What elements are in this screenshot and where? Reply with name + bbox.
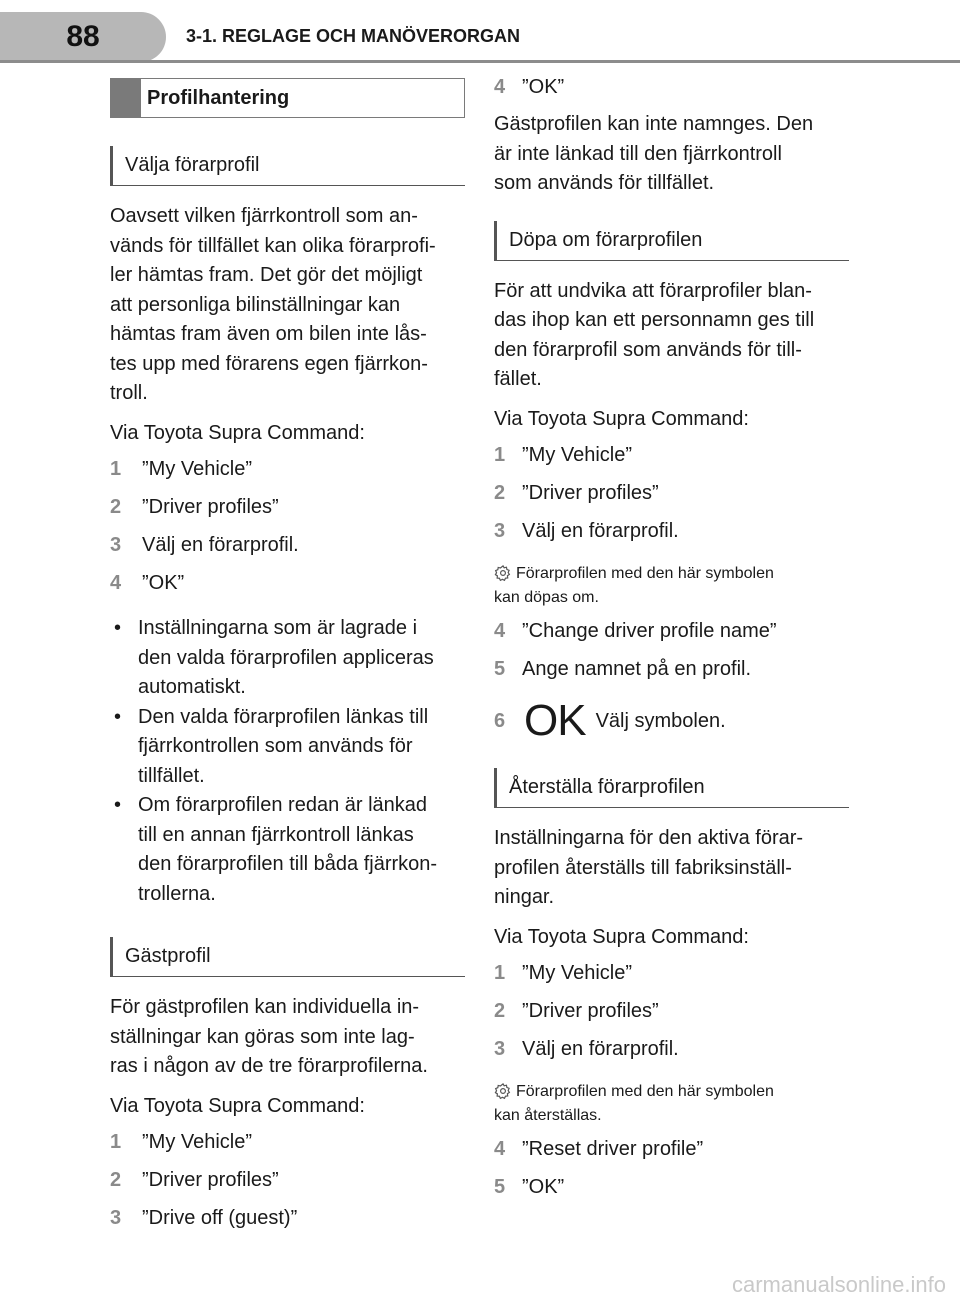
step-item — [494, 444, 849, 482]
step-number: 1 — [494, 962, 506, 984]
para-line: ningar. — [494, 886, 555, 908]
step-number: 5 — [494, 1176, 506, 1198]
step-number: 2 — [110, 1169, 122, 1191]
step-text: Välj en förarprofil. — [142, 534, 299, 556]
step-item — [494, 620, 849, 658]
step-item — [494, 1038, 849, 1076]
step-text: ”My Vehicle” — [142, 458, 253, 480]
bullet-line: trollerna. — [138, 882, 216, 905]
para-line: Gästprofilen kan inte namnges. Den — [494, 113, 814, 135]
step-text: ”Driver profiles” — [142, 496, 279, 518]
step-number: 3 — [110, 1207, 122, 1229]
bullet-line: tillfället. — [138, 764, 205, 787]
via-command-2: Via Toyota Supra Command: — [110, 1094, 365, 1117]
bullet-line: till en annan fjärrkontroll länkas — [138, 823, 414, 846]
right-column — [494, 78, 849, 1214]
bullet-item — [110, 791, 465, 909]
step-item — [110, 496, 465, 534]
step-text: ”Reset driver profile” — [522, 1138, 704, 1160]
step-text: Välj en förarprofil. — [522, 1038, 679, 1060]
rename-paragraph — [494, 277, 849, 395]
step-number: 5 — [494, 658, 506, 680]
subheading-rename-profile: Döpa om förarprofilen — [494, 221, 849, 261]
section-marker — [111, 79, 141, 117]
para-line: fället. — [494, 368, 542, 390]
left-column — [110, 78, 465, 1245]
step-text: Välj en förarprofil. — [522, 520, 679, 542]
header-rule — [0, 60, 960, 63]
para-line: hämtas fram även om bilen inte lås- — [110, 323, 427, 345]
step-text: ”OK” — [142, 572, 185, 594]
para-line: ställningar kan göras som inte lag- — [110, 1025, 415, 1048]
note-line: Förarprofilen med den här symbolen — [516, 1083, 774, 1100]
step-text: ”OK” — [522, 76, 565, 98]
step-number: 3 — [110, 534, 122, 556]
step-text: Välj symbolen. — [595, 709, 726, 732]
step-item — [494, 482, 849, 520]
note-line: kan återställas. — [494, 1107, 602, 1124]
bullet-item — [110, 703, 465, 792]
rename-note — [494, 564, 849, 608]
step-text: ”Change driver profile name” — [522, 620, 777, 642]
step-number: 4 — [494, 1138, 506, 1160]
step-item — [494, 962, 849, 1000]
bullet-line: automatiskt. — [138, 676, 246, 698]
step-text: ”Driver profiles” — [522, 482, 659, 504]
section-box-profile-management — [110, 78, 465, 118]
para-line: troll. — [110, 382, 148, 404]
guest-note-paragraph — [494, 110, 849, 199]
para-line: är inte länkad till den fjärrkontroll — [494, 142, 782, 165]
step-item — [110, 1169, 465, 1207]
step-item-ok — [494, 696, 849, 746]
step-text: ”Drive off (guest)” — [142, 1207, 298, 1229]
step-item — [494, 76, 849, 110]
step-number: 4 — [494, 76, 506, 98]
bullet-list — [110, 614, 465, 909]
gear-icon — [494, 564, 516, 588]
para-line: profilen återställs till fabriksinställ- — [494, 856, 792, 879]
subheading-select-profile: Välja förarprofil — [110, 146, 465, 186]
para-line: Oavsett vilken fjärrkontroll som an- — [110, 205, 418, 227]
step-item — [494, 1176, 849, 1214]
step-item — [110, 572, 465, 610]
step-number: 6 — [494, 709, 506, 732]
subheading-reset-profile: Återställa förarprofilen — [494, 768, 849, 808]
step-number: 4 — [110, 572, 122, 594]
step-item — [110, 534, 465, 572]
step-item — [494, 520, 849, 558]
para-line: För gästprofilen kan individuella in- — [110, 996, 420, 1018]
subheading-guest-profile: Gästprofil — [110, 937, 465, 977]
para-line: att personliga bilinställningar kan — [110, 293, 401, 316]
bullet-line: den förarprofilen till båda fjärrkon- — [138, 853, 438, 875]
para-line: vänds för tillfället kan olika förarprofi- — [110, 234, 436, 257]
step-text: ”My Vehicle” — [142, 1131, 253, 1153]
step-item — [110, 1131, 465, 1169]
para-line: den förarprofil som används för till- — [494, 338, 802, 361]
via-command-4: Via Toyota Supra Command: — [494, 925, 749, 948]
para-line: Inställningarna för den aktiva förar- — [494, 827, 804, 849]
step-text: ”My Vehicle” — [522, 962, 633, 984]
para-line: ler hämtas fram. Det gör det möjligt — [110, 264, 423, 286]
step-number: 1 — [110, 458, 122, 480]
step-item — [494, 1138, 849, 1176]
step-text: ”Driver profiles” — [142, 1169, 279, 1191]
select-profile-paragraph — [110, 202, 465, 409]
step-item — [494, 1000, 849, 1038]
step-number: 2 — [494, 1000, 506, 1022]
step-text: Ange namnet på en profil. — [522, 658, 752, 680]
step-item — [110, 458, 465, 496]
bullet-line: den valda förarprofilen appliceras — [138, 646, 434, 669]
para-line: ras i någon av de tre förarprofilerna. — [110, 1055, 428, 1077]
para-line: För att undvika att förarprofiler blan- — [494, 279, 812, 302]
watermark-link[interactable]: carmanualsonline.info — [731, 1272, 946, 1297]
para-line: tes upp med förarens egen fjärrkon- — [110, 352, 428, 375]
step-number: 3 — [494, 520, 506, 542]
step-number: 1 — [110, 1131, 122, 1153]
step-text: ”My Vehicle” — [522, 444, 633, 466]
bullet-line: fjärrkontrollen som används för — [138, 735, 413, 757]
guest-paragraph — [110, 993, 465, 1082]
ok-symbol-icon: OK — [524, 696, 586, 745]
gear-icon — [494, 1082, 516, 1106]
note-line: Förarprofilen med den här symbolen — [516, 565, 774, 582]
step-number: 2 — [110, 496, 122, 518]
via-command-3: Via Toyota Supra Command: — [494, 407, 749, 430]
reset-paragraph — [494, 824, 849, 913]
bullet-line: Den valda förarprofilen länkas till — [138, 705, 429, 728]
note-line: kan döpas om. — [494, 589, 599, 606]
step-text: ”Driver profiles” — [522, 1000, 659, 1022]
para-line: som används för tillfället. — [494, 172, 715, 194]
step-number: 3 — [494, 1038, 506, 1060]
step-text: ”OK” — [522, 1176, 565, 1198]
page-number: 88 — [0, 12, 166, 62]
step-number: 4 — [494, 620, 506, 642]
section-title: Profilhantering — [147, 86, 290, 109]
para-line: das ihop kan ett personnamn ges till — [494, 309, 815, 331]
step-number: 1 — [494, 444, 506, 466]
step-item — [494, 658, 849, 696]
via-command-1: Via Toyota Supra Command: — [110, 421, 365, 444]
reset-note — [494, 1082, 849, 1126]
page-header — [0, 0, 960, 78]
bullet-line: Om förarprofilen redan är länkad — [138, 794, 428, 816]
bullet-item — [110, 614, 465, 703]
chapter-title: 3-1. REGLAGE OCH MANÖVERORGAN — [186, 26, 521, 46]
step-item — [110, 1207, 465, 1245]
bullet-line: Inställningarna som är lagrade i — [138, 617, 418, 639]
step-number: 2 — [494, 482, 506, 504]
